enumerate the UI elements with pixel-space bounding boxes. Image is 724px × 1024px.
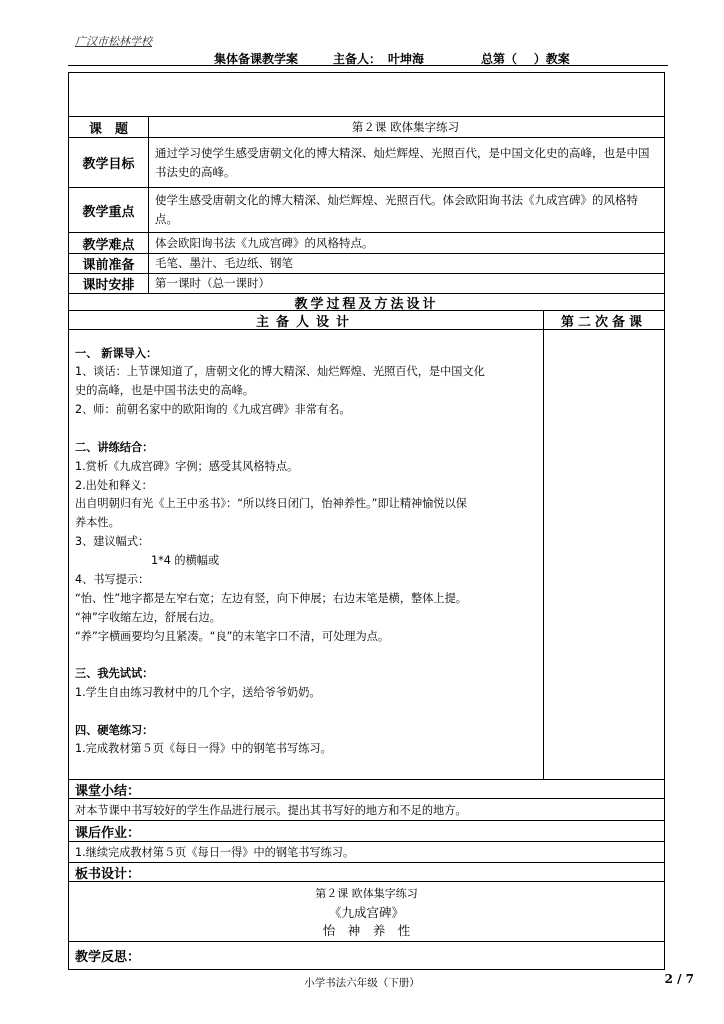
difficulty-label: 教学难点: [69, 233, 149, 253]
board-label-row: [69, 863, 664, 882]
section-2-line-5: 3、建议幅式：: [75, 535, 150, 548]
section-2-title: 二、讲练结合：: [75, 441, 154, 454]
board-content-row: [69, 882, 664, 942]
doc-title: 集体备课教学案: [214, 52, 299, 66]
process-title-row: [69, 294, 664, 311]
design-body-row: [69, 330, 664, 780]
summary-text: 对本节课中书写较好的学生作品进行展示。提出其书写好的地方和不足的地方。: [75, 803, 467, 817]
board-line-1: 第２课 欧体集字练习: [315, 887, 418, 900]
section-2-line-4: 养本性。: [75, 516, 120, 529]
reflection-label: 教学反思：: [75, 950, 141, 965]
section-1-line-1: 1、谈话：上节课知道了，唐朝文化的博大精深、灿烂辉煌、光照百代，是中国文化: [75, 365, 485, 378]
section-2-line-9: “神”字收缩左边，舒展右边。: [75, 611, 221, 624]
section-4-line-1: 1.完成教材第５页《每日一得》中的钢笔书写练习。: [75, 742, 332, 755]
school-name: 广汉市松林学校: [75, 35, 152, 48]
section-2-line-3: 出自明朝归有光《上王中丞书》：“所以终日闭门，怡神养性。”即让精神愉悦以保: [75, 497, 467, 510]
section-3-line-1: 1.学生自由练习教材中的几个字，送给爷爷奶奶。: [75, 686, 321, 699]
key-value: 使学生感受唐朝文化的博大精深、灿烂辉煌、光照百代。体会欧阳询书法《九成宫碑》的风格特点。: [155, 193, 638, 226]
summary-label-row: [69, 780, 664, 799]
key-label: 教学重点: [69, 188, 149, 232]
process-title: 教学过程及方法设计: [294, 296, 439, 312]
section-2-line-1: 1.赏析《九成宫碑》字例；感受其风格特点。: [75, 460, 299, 473]
difficulty-row: [69, 233, 664, 254]
section-2-line-2: 2.出处和释义：: [75, 479, 153, 492]
prep-label: 课前准备: [69, 254, 149, 273]
section-4-title: 四、硬笔练习：: [75, 724, 154, 737]
goal-label: 教学目标: [69, 138, 149, 187]
board-line-3: 怡 神 养 性: [322, 923, 411, 938]
reflection-row: [69, 942, 664, 969]
second-prep-header: 第二次备课: [560, 314, 646, 330]
preparer-label: 主备人：: [333, 52, 382, 66]
section-2-line-10: “养”字横画要均匀且紧凑。“良”的末笔字口不清，可处理为点。: [75, 630, 390, 643]
footer-text: 小学书法六年级（下册）: [304, 977, 420, 989]
board-line-2: 《九成宫碑》: [328, 905, 404, 920]
column-divider: [543, 330, 544, 779]
total-count-label: 总第（ ）教案: [481, 52, 570, 66]
lesson-plan-table: [68, 72, 665, 970]
summary-text-row: [69, 799, 664, 821]
topic-label: 课 题: [69, 117, 149, 137]
summary-label: 课堂小结：: [75, 783, 141, 799]
schedule-value: 第一课时（总一课时）: [155, 276, 270, 290]
topic-row: [69, 117, 664, 138]
homework-text-row: [69, 842, 664, 863]
section-2-line-7: 4、书写提示：: [75, 573, 150, 586]
schedule-row: [69, 274, 664, 294]
section-1-line-2: 史的高峰，也是中国书法史的高峰。: [75, 384, 255, 397]
homework-label: 课后作业：: [75, 825, 141, 841]
schedule-label: 课时安排: [69, 274, 149, 293]
difficulty-value: 体会欧阳询书法《九成宫碑》的风格特点。: [155, 235, 374, 250]
homework-label-row: [69, 821, 664, 842]
goal-value: 通过学习使学生感受唐朝文化的博大精深、灿烂辉煌、光照百代，是中国文化史的高峰，也是中国书法史的高峰。: [155, 145, 650, 179]
design-header-row: [69, 311, 664, 330]
page-number: 2 / 7: [664, 972, 694, 986]
goal-row: [69, 138, 664, 188]
board-label: 板书设计：: [75, 866, 141, 882]
section-2-line-6: 1*4 的横幅或: [151, 554, 220, 567]
prep-value: 毛笔、墨汁、毛边纸、钢笔: [155, 256, 293, 270]
main-design-header: 主备人设计: [69, 311, 544, 329]
section-1-title: 一、 新课导入：: [75, 347, 158, 360]
section-1-line-3: 2、师：前朝名家中的欧阳询的《九成宫碑》非常有名。: [75, 403, 351, 416]
blank-row: [69, 73, 664, 117]
preparer-name: 叶坤海: [388, 52, 425, 66]
section-3-title: 三、我先试试：: [75, 667, 154, 680]
prep-row: [69, 254, 664, 274]
section-2-line-8: “怡、性”地字都是左窄右宽；左边有竖，向下伸展；右边末笔是横，整体上提。: [75, 592, 467, 605]
header-rule: [68, 65, 668, 66]
key-row: [69, 188, 664, 233]
homework-text: 1.继续完成教材第５页《每日一得》中的钢笔书写练习。: [75, 846, 355, 859]
topic-value: 第２课 欧体集字练习: [351, 119, 460, 134]
